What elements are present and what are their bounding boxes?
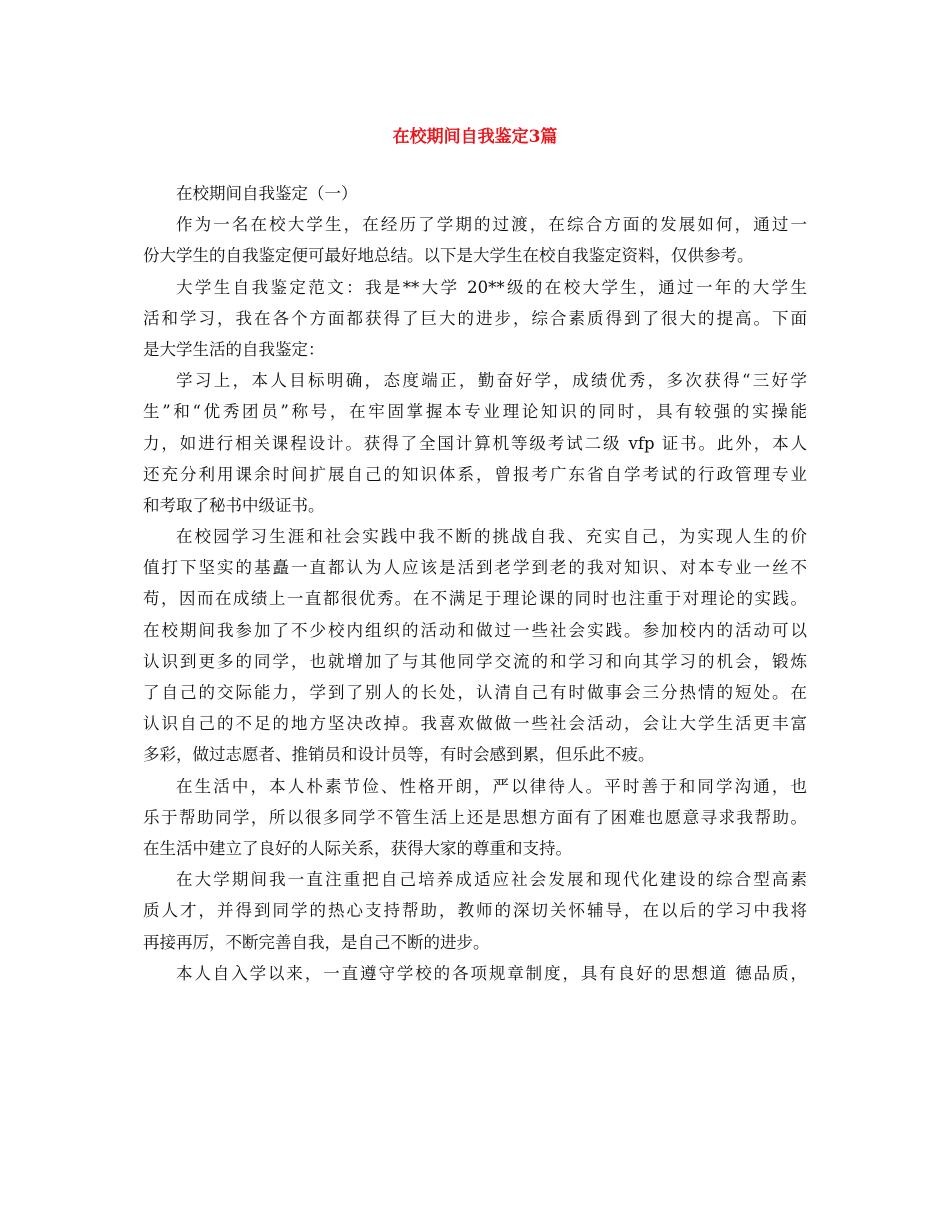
document-title: 在校期间自我鉴定3篇	[392, 127, 558, 147]
text-line: 苟，因而在成绩上一直都很优秀。在不满足于理论课的同时也注重于对理论的实践。	[143, 589, 807, 609]
text-line: 活和学习，我在各个方面都获得了巨大的进步，综合素质得到了很大的提高。下面	[143, 308, 807, 328]
text-line: 在生活中，本人朴素节俭、性格开朗，严以律待人。平时善于和同学沟通，也	[176, 776, 807, 796]
text-line: 是大学生活的自我鉴定：	[143, 339, 325, 359]
text-line: 在生活中建立了良好的人际关系，获得大家的尊重和支持。	[143, 838, 572, 858]
text-line: 大学生自我鉴定范文：我是**大学 20**级的在校大学生，通过一年的大学生	[176, 277, 807, 297]
text-line: 还充分利用课余时间扩展自己的知识体系，曾报考广东省自学考试的行政管理专业	[143, 464, 807, 484]
text-line: 份大学生的自我鉴定便可最好地总结。以下是大学生在校自我鉴定资料，仅供参考。	[143, 246, 754, 266]
text-line: 力，如进行相关课程设计。获得了全国计算机等级考试二级 vfp 证书。此外，本人	[143, 433, 807, 453]
text-line: 作为一名在校大学生，在经历了学期的过渡，在综合方面的发展如何，通过一	[176, 215, 807, 235]
text-line: 质人才，并得到同学的热心支持帮助，教师的深切关怀辅导，在以后的学习中我将	[143, 901, 807, 921]
text-line: 多彩，做过志愿者、推销员和设计员等，有时会感到累，但乐此不疲。	[143, 745, 655, 765]
text-line: 值打下坚实的基矗一直都认为人应该是活到老学到老的我对知识、对本专业一丝不	[143, 558, 807, 578]
text-line: 认识到更多的同学，也就增加了与其他同学交流的和学习和向其学习的机会，锻炼	[143, 651, 807, 671]
text-line: 学习上，本人目标明确，态度端正，勤奋好学，成绩优秀，多次获得“三好学	[176, 371, 807, 391]
text-line: 在校期间我参加了不少校内组织的活动和做过一些社会实践。参加校内的活动可以	[143, 620, 807, 640]
text-line: 在大学期间我一直注重把自己培养成适应社会发展和现代化建设的综合型高素	[176, 870, 807, 890]
text-line: 再接再厉，不断完善自我，是自己不断的进步。	[143, 932, 490, 952]
text-line: 认识自己的不足的地方坚决改掉。我喜欢做做一些社会活动，会让大学生活更丰富	[143, 714, 807, 734]
text-line: 本人自入学以来，一直遵守学校的各项规章制度，具有良好的思想道 德品质，	[176, 963, 807, 983]
text-line: 生”和“优秀团员”称号，在牢固掌握本专业理论知识的同时，具有较强的实操能	[143, 402, 807, 422]
text-line: 和考取了秘书中级证书。	[143, 495, 325, 515]
text-line: 在校期间自我鉴定（一）	[176, 184, 358, 203]
text-line: 了自己的交际能力，学到了别人的长处，认清自己有时做事会三分热情的短处。在	[143, 683, 807, 702]
text-line: 在校园学习生涯和社会实践中我不断的挑战自我、充实自己，为实现人生的价	[176, 527, 807, 547]
document-body	[143, 178, 807, 989]
text-line: 乐于帮助同学，所以很多同学不管生活上还是思想方面有了困难也愿意寻求我帮助。	[143, 807, 807, 827]
